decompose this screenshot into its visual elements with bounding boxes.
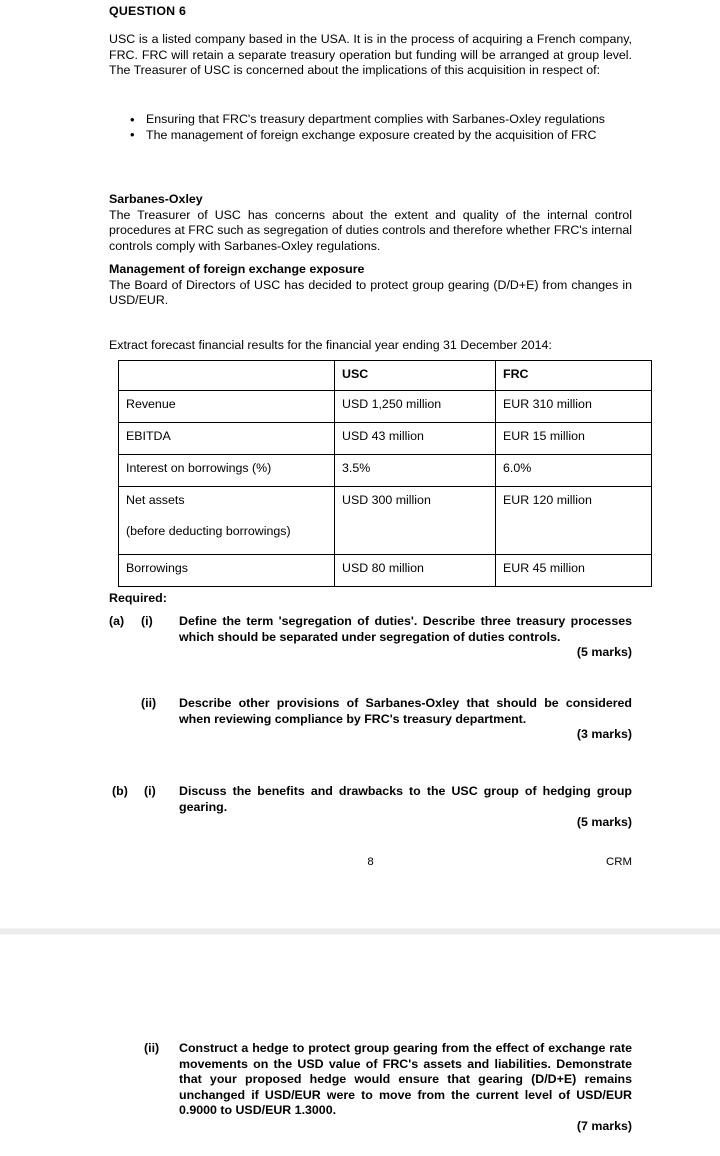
- question-b-ii: [109, 1041, 632, 1119]
- table-header-blank: [119, 361, 335, 391]
- list-item-text: Ensuring that FRC's treasury department complies with Sarbanes-Oxley regulations: [146, 112, 605, 126]
- list-item: [109, 112, 632, 128]
- financial-results-table-wrapper: [118, 360, 652, 587]
- section-heading-sarbanes-oxley: Sarbanes-Oxley: [109, 192, 203, 206]
- marks-b-ii: (7 marks): [576, 1118, 632, 1133]
- marks-a-i: (5 marks): [576, 645, 632, 660]
- table-cell-frc: 6.0%: [496, 455, 652, 487]
- list-item-text: The management of foreign exchange exposure created by the acquisition of FRC: [146, 127, 597, 142]
- table-cell-label: Interest on borrowings (%): [119, 455, 335, 487]
- question-part-label: (a): [109, 614, 125, 628]
- table-row: [119, 391, 652, 423]
- footer-page-number: 8: [367, 856, 374, 868]
- table-header-usc: USC: [335, 361, 496, 391]
- table-cell-frc: EUR 45 million: [496, 555, 652, 587]
- table-row: [119, 487, 652, 555]
- table-row: [119, 455, 652, 487]
- table-cell-usc: USD 80 million: [335, 555, 496, 587]
- section-body-fx-exposure: The Board of Directors of USC has decided to protect group gearing (D/D+E) from changes in USD/EUR.: [109, 277, 632, 308]
- question-text: Construct a hedge to protect group gearing from the effect of exchange rate movements on the USD value of FRC's assets and liabilities. Demonstrate that your proposed hedge would ensure that gearing (D/D+E) remains unchanged if USD/EUR were to move from the current level of USD/EUR 0.9000 to USD/EUR 1.3000.: [179, 1041, 632, 1118]
- table-cell-label-line1: Net assets: [126, 493, 185, 507]
- question-a-ii: [109, 696, 632, 727]
- footer-paper-code: CRM: [606, 856, 632, 868]
- table-cell-label-line2: (before deducting borrowings): [126, 523, 291, 538]
- financial-results-table: [118, 360, 652, 587]
- question-sub-label: (i): [141, 614, 153, 628]
- list-item: [109, 128, 632, 144]
- table-row: [119, 555, 652, 587]
- question-part-label: (b): [112, 784, 128, 798]
- table-cell-usc: USD 1,250 million: [335, 391, 496, 423]
- table-row: [119, 423, 652, 455]
- table-cell-usc: USD 300 million: [335, 487, 496, 555]
- requirements-bullet-list: [109, 112, 632, 143]
- page-title: QUESTION 6: [109, 4, 187, 18]
- section-heading-fx-exposure: Management of foreign exchange exposure: [109, 262, 365, 276]
- question-text: Discuss the benefits and drawbacks to the USC group of hedging group gearing.: [179, 784, 632, 814]
- bullet-icon: •: [130, 127, 135, 143]
- table-cell-label: EBITDA: [119, 423, 335, 455]
- table-cell-frc: EUR 120 million: [496, 487, 652, 555]
- required-heading: Required:: [109, 591, 167, 605]
- bullet-icon: •: [130, 111, 135, 127]
- table-cell-usc: 3.5%: [335, 455, 496, 487]
- table-cell-frc: EUR 310 million: [496, 391, 652, 423]
- table-cell-label: Borrowings: [119, 555, 335, 587]
- question-sub-label: (ii): [144, 1041, 160, 1055]
- section-body-sarbanes-oxley: The Treasurer of USC has concerns about the extent and quality of the internal control procedures at FRC such as segregation of duties controls and therefore whether FRC's internal controls comply with Sarbanes-Oxley regulations.: [109, 207, 632, 253]
- question-text: Define the term 'segregation of duties'. Describe three treasury processes which should be separated under segregation of duties controls.: [179, 614, 632, 644]
- document-page-two: [0, 935, 720, 1156]
- table-intro-text: Extract forecast financial results for the financial year ending 31 December 2014:: [109, 338, 552, 352]
- marks-b-i: (5 marks): [576, 815, 632, 830]
- spacer: [126, 509, 326, 524]
- table-cell-frc: EUR 15 million: [496, 423, 652, 455]
- question-b-i: [109, 784, 632, 815]
- table-cell-usc: USD 43 million: [335, 423, 496, 455]
- table-cell-label: Revenue: [119, 391, 335, 423]
- page-footer: [109, 856, 632, 872]
- question-sub-label: (ii): [141, 696, 157, 710]
- intro-paragraph: USC is a listed company based in the USA. It is in the process of acquiring a French company, FRC. FRC will retain a separate treasury operation but funding will be arranged at group level. The Treasurer of USC is concerned about the implications of this acquisition in respect of:: [109, 32, 632, 78]
- question-sub-label: (i): [144, 784, 156, 798]
- table-cell-label: [119, 487, 335, 555]
- page-separator: [0, 928, 720, 935]
- question-text: Describe other provisions of Sarbanes-Oxley that should be considered when reviewing compliance by FRC's treasury department.: [179, 696, 632, 726]
- question-a-i: [109, 614, 632, 645]
- marks-a-ii: (3 marks): [576, 727, 632, 742]
- table-header-row: [119, 361, 652, 391]
- table-header-frc: FRC: [496, 361, 652, 391]
